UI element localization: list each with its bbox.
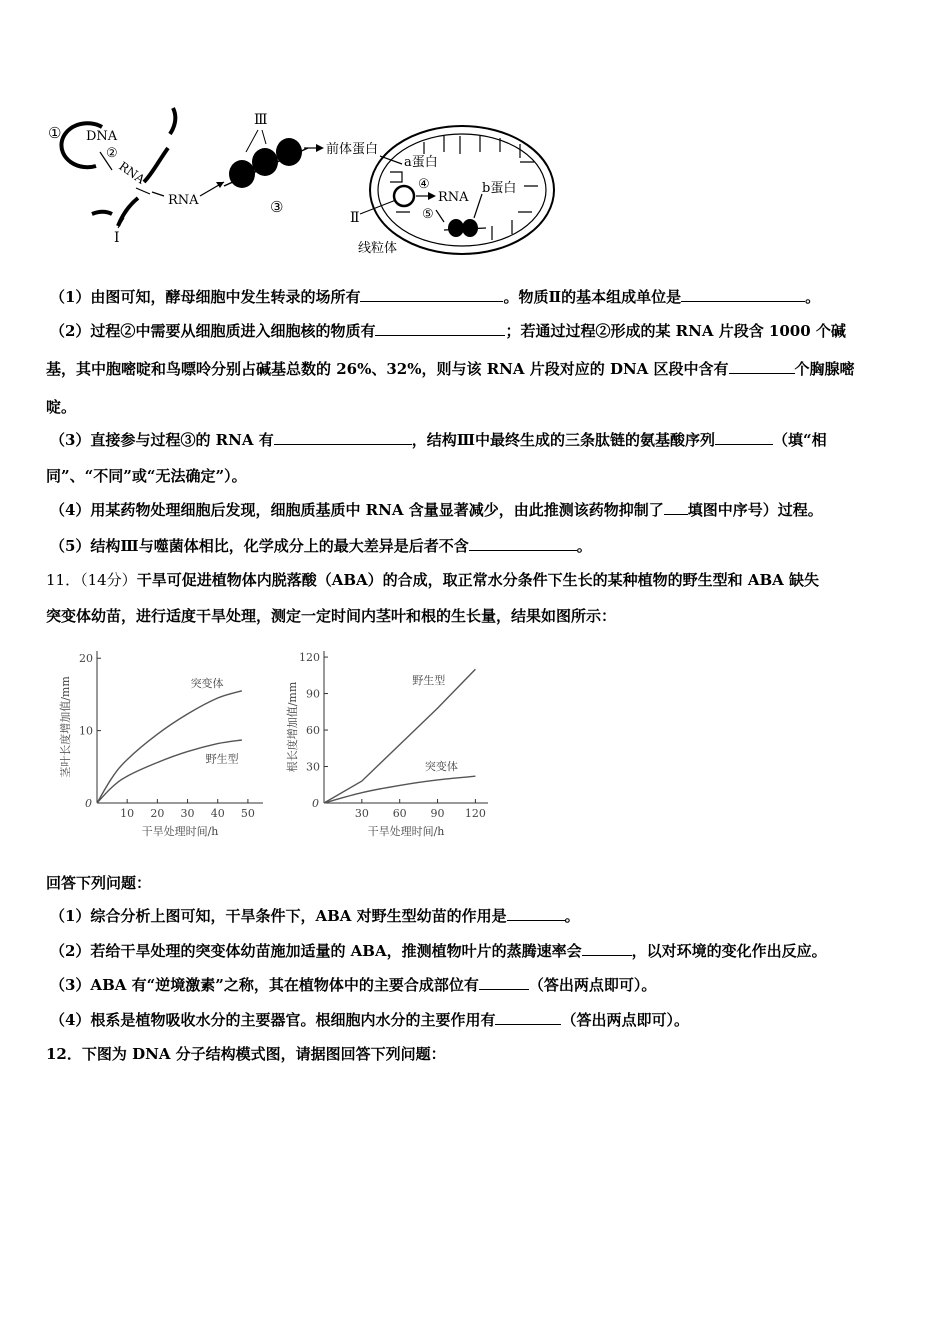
q11-part2: （2）若给干旱处理的突变体幼苗施加适量的 ABA，推测植物叶片的蒸腾速率会 ，以对环境的变化作出反应。 [50, 942, 827, 960]
series-label-1: 突变体 [190, 677, 224, 691]
gene-expression-diagram [40, 100, 560, 260]
answer-blank[interactable] [274, 430, 412, 445]
y-tick-label: 90 [306, 687, 320, 701]
label-circle4: ④ [418, 177, 430, 192]
y-tick-label: 30 [306, 760, 320, 774]
answer-blank[interactable] [469, 536, 577, 551]
ribosome-2 [252, 148, 278, 176]
series-label-2: 野生型 [205, 752, 239, 766]
mito-ribosome-2 [462, 219, 478, 237]
origin-label: 0 [312, 797, 319, 810]
arrowhead-precursor [316, 144, 324, 152]
answer-blank[interactable] [495, 1010, 561, 1025]
label-circle5: ⑤ [422, 207, 434, 222]
mito-ribosome-1 [448, 219, 464, 237]
x-axis-title: 干旱处理时间/h [141, 825, 219, 838]
answer-blank[interactable] [681, 287, 805, 302]
y-tick-label: 120 [299, 651, 320, 665]
label-a-protein: a蛋白 [404, 155, 438, 170]
q10-part4: （4）用某药物处理细胞后发现，细胞质基质中 RNA 含量显著减少，由此推测该药物抑制了 填图中序号）过程。 [50, 501, 823, 519]
q11-stem: 11．（14分）干旱可促进植物体内脱落酸（ABA）的合成，取正常水分条件下生长的某种植物的野生型和 ABA 缺失 [46, 571, 820, 589]
answer-blank[interactable] [715, 430, 773, 445]
label-rna-cytoplasm: RNA [168, 193, 199, 208]
label-circle3: ③ [270, 198, 284, 216]
x-axis-title: 干旱处理时间/h [367, 825, 445, 838]
label-roman2: Ⅱ [350, 210, 360, 226]
arrowhead-mito-transcription [428, 192, 436, 200]
answer-blank[interactable] [664, 500, 688, 515]
label-mitochondrion: 线粒体 [358, 241, 398, 256]
arrowhead-to-ribosomes [216, 182, 224, 188]
y-tick-label: 10 [79, 724, 93, 738]
x-tick-label: 10 [120, 807, 135, 820]
answer-blank[interactable] [360, 287, 503, 302]
label-roman1: I [114, 230, 120, 246]
x-tick-label: 120 [464, 807, 486, 820]
arrow-rna-out [136, 188, 150, 194]
x-tick-label: 30 [180, 807, 195, 820]
q10-part5: （5）结构Ⅲ与噬菌体相比，化学成分上的最大差异是后者不含 。 [50, 537, 592, 555]
y-axis-title: 茎叶长度增加值/mm [59, 676, 72, 778]
q10-part3: （3）直接参与过程③的 RNA 有 ，结构Ⅲ中最终生成的三条肽链的氨基酸序列 （填“相 [50, 431, 827, 449]
x-tick-label: 60 [392, 807, 407, 820]
x-tick-label: 20 [150, 807, 165, 820]
series-label-2: 突变体 [424, 760, 458, 774]
q11-prompt: 回答下列问题： [46, 874, 152, 892]
q12-stem: 12．下图为 DNA 分子结构模式图，请据图回答下列问题： [46, 1045, 446, 1063]
y-tick-label: 60 [306, 724, 320, 738]
q11-part1: （1）综合分析上图可知，干旱条件下，ABA 对野生型幼苗的作用是 。 [50, 907, 580, 925]
label-rna-mito: RNA [438, 190, 469, 205]
ribosome-3 [276, 138, 302, 166]
q10-part2-cont: 基，其中胞嘧啶和鸟嘌呤分别占碱基总数的 26%、32%，则与该 RNA 片段对应的 DNA 区段中含有 个胸腺嘧 [46, 360, 855, 378]
q11-stem-cont: 突变体幼苗，进行适度干旱处理，测定一定时间内茎叶和根的生长量，结果如图所示： [46, 607, 617, 625]
answer-blank[interactable] [375, 321, 505, 336]
nuclear-envelope-lower [118, 198, 138, 226]
label-roman3: Ⅲ [254, 112, 268, 128]
label-circle1: ① [48, 124, 62, 142]
answer-blank[interactable] [729, 359, 795, 374]
x-tick-label: 90 [430, 807, 445, 820]
q10-part2-end: 啶。 [46, 398, 77, 416]
origin-label: 0 [85, 797, 92, 810]
y-tick-label: 20 [79, 652, 93, 666]
answer-blank[interactable] [582, 941, 632, 956]
ribosome-1 [229, 160, 255, 188]
x-tick-label: 50 [240, 807, 255, 820]
q11-part4: （4）根系是植物吸收水分的主要器官。根细胞内水分的主要作用有 （答出两点即可）。 [50, 1011, 689, 1029]
label-dna: DNA [86, 129, 118, 144]
label-b-protein: b蛋白 [482, 181, 517, 196]
answer-blank[interactable] [507, 906, 565, 921]
q10-part1: （1）由图可知，酵母细胞中发生转录的场所有 。物质Ⅱ的基本组成单位是 。 [50, 288, 821, 306]
arrow-mito-translation [436, 210, 444, 222]
pointer-roman2 [360, 200, 396, 214]
shoot-growth-chart [45, 645, 275, 845]
nuclear-envelope-upper [170, 108, 175, 134]
x-tick-label: 30 [354, 807, 369, 820]
arrow-b-protein [474, 194, 482, 218]
series-label-1: 野生型 [412, 673, 446, 687]
q10-part2: （2）过程②中需要从细胞质进入细胞核的物质有 ；若通过过程②形成的某 RNA 片段含 1000 个碱 [50, 322, 846, 340]
label-precursor: 前体蛋白 [326, 142, 379, 157]
pointer-roman3-a [246, 130, 258, 152]
root-growth-chart [280, 645, 495, 845]
series-line-1 [97, 691, 242, 803]
label-circle2: ② [106, 146, 118, 161]
mitochondrial-dna [394, 186, 414, 206]
y-axis-title: 根长度增加值/mm [286, 681, 299, 773]
nuclear-envelope-mid [144, 148, 168, 182]
series-line-2 [97, 740, 242, 803]
arrow-a-protein [380, 156, 402, 164]
answer-blank[interactable] [479, 975, 529, 990]
q11-number: 11．（14分） [46, 571, 137, 589]
nuclear-envelope-left [92, 212, 112, 214]
label-rna-curved: RNA [116, 158, 148, 187]
series-line-1 [324, 669, 475, 803]
pointer-roman3-b [262, 130, 266, 144]
arrow-rna-export [152, 192, 164, 196]
x-tick-label: 40 [210, 807, 225, 820]
q10-part3-cont: 同”、“不同”或“无法确定”）。 [46, 467, 247, 485]
q11-part3: （3）ABA 有“逆境激素”之称，其在植物体中的主要合成部位有 （答出两点即可）。 [50, 976, 657, 994]
